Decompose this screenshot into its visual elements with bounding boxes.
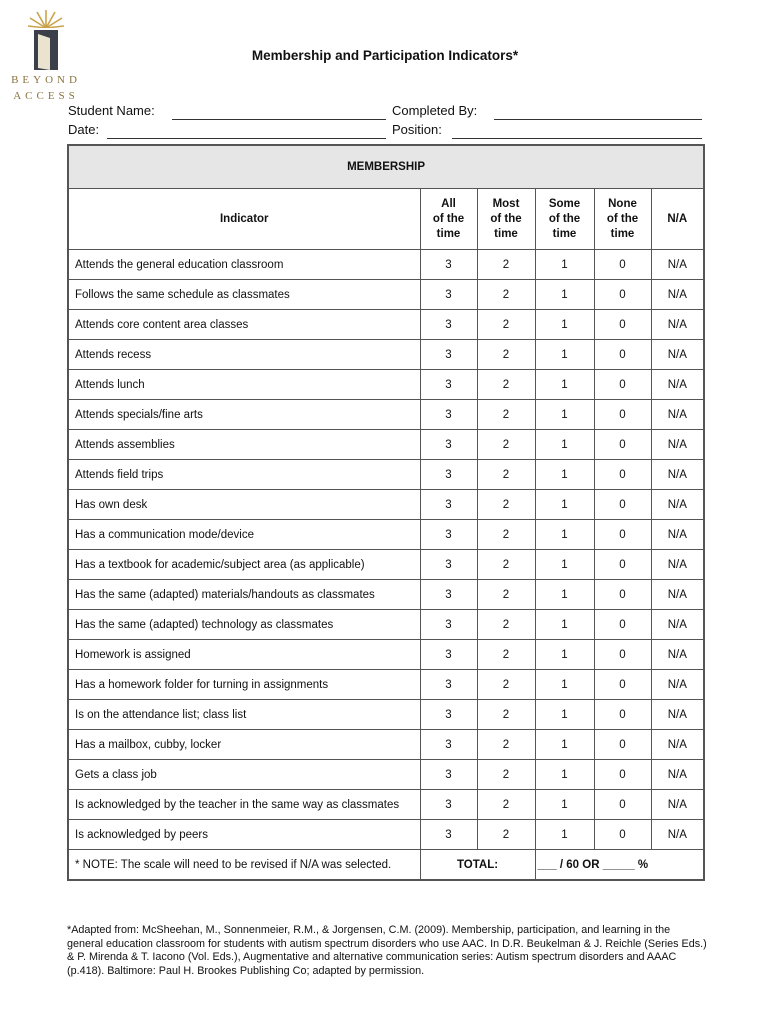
- score-option[interactable]: N/A: [651, 760, 704, 790]
- score-option[interactable]: 3: [420, 670, 477, 700]
- score-option[interactable]: 3: [420, 340, 477, 370]
- table-row: [68, 520, 704, 550]
- table-row: [68, 640, 704, 670]
- score-option[interactable]: 0: [594, 700, 651, 730]
- score-option[interactable]: N/A: [651, 670, 704, 700]
- all-of-the-time-header: All of the time: [420, 189, 477, 250]
- score-option[interactable]: N/A: [651, 640, 704, 670]
- indicator-label: Has own desk: [68, 490, 420, 520]
- position-label: Position:: [392, 122, 442, 137]
- score-option[interactable]: 2: [477, 790, 535, 820]
- position-field[interactable]: [452, 138, 702, 139]
- score-option[interactable]: 1: [535, 430, 594, 460]
- score-option[interactable]: 1: [535, 250, 594, 280]
- section-title: MEMBERSHIP: [68, 145, 704, 189]
- score-option[interactable]: 0: [594, 340, 651, 370]
- table-row: [68, 310, 704, 340]
- table-row: [68, 580, 704, 610]
- score-option[interactable]: N/A: [651, 580, 704, 610]
- score-option[interactable]: 3: [420, 730, 477, 760]
- student-name-label: Student Name:: [68, 103, 155, 118]
- score-option[interactable]: 1: [535, 490, 594, 520]
- score-option[interactable]: 0: [594, 430, 651, 460]
- score-option[interactable]: 0: [594, 640, 651, 670]
- score-option[interactable]: 2: [477, 700, 535, 730]
- indicator-label: Attends field trips: [68, 460, 420, 490]
- indicator-header: Indicator: [68, 189, 420, 250]
- score-option[interactable]: 2: [477, 340, 535, 370]
- table-row: [68, 400, 704, 430]
- table-row: [68, 490, 704, 520]
- logo-text-access: ACCESS: [13, 90, 79, 102]
- indicator-label: Has a textbook for academic/subject area (as applicable): [68, 550, 420, 580]
- score-option[interactable]: 1: [535, 400, 594, 430]
- score-option[interactable]: 2: [477, 280, 535, 310]
- score-option[interactable]: 1: [535, 760, 594, 790]
- score-option[interactable]: 3: [420, 790, 477, 820]
- score-option[interactable]: 0: [594, 250, 651, 280]
- score-option[interactable]: N/A: [651, 730, 704, 760]
- score-option[interactable]: N/A: [651, 820, 704, 850]
- indicator-label: Has a communication mode/device: [68, 520, 420, 550]
- scale-note: * NOTE: The scale will need to be revised if N/A was selected.: [68, 850, 420, 881]
- score-option[interactable]: 0: [594, 730, 651, 760]
- indicator-label: Has the same (adapted) technology as classmates: [68, 610, 420, 640]
- score-option[interactable]: 0: [594, 520, 651, 550]
- completed-by-field[interactable]: [494, 119, 702, 120]
- score-option[interactable]: 3: [420, 370, 477, 400]
- score-option[interactable]: 1: [535, 370, 594, 400]
- score-option[interactable]: 3: [420, 550, 477, 580]
- indicator-label: Follows the same schedule as classmates: [68, 280, 420, 310]
- indicator-label: Homework is assigned: [68, 640, 420, 670]
- table-row: [68, 670, 704, 700]
- score-option[interactable]: 1: [535, 730, 594, 760]
- score-option[interactable]: 0: [594, 550, 651, 580]
- score-option[interactable]: 2: [477, 730, 535, 760]
- table-row: [68, 760, 704, 790]
- table-row: [68, 370, 704, 400]
- score-option[interactable]: 3: [420, 610, 477, 640]
- score-option[interactable]: 0: [594, 310, 651, 340]
- table-row: [68, 730, 704, 760]
- score-option[interactable]: N/A: [651, 790, 704, 820]
- score-option[interactable]: 2: [477, 430, 535, 460]
- score-option[interactable]: 2: [477, 610, 535, 640]
- score-option[interactable]: 1: [535, 670, 594, 700]
- indicator-label: Attends specials/fine arts: [68, 400, 420, 430]
- completed-by-label: Completed By:: [392, 103, 478, 118]
- score-option[interactable]: 2: [477, 310, 535, 340]
- score-option[interactable]: 0: [594, 670, 651, 700]
- table-row: [68, 460, 704, 490]
- score-option[interactable]: N/A: [651, 340, 704, 370]
- score-option[interactable]: 3: [420, 460, 477, 490]
- score-option[interactable]: 1: [535, 700, 594, 730]
- table-row: [68, 280, 704, 310]
- table-row: [68, 550, 704, 580]
- table-row: [68, 790, 704, 820]
- score-option[interactable]: 2: [477, 460, 535, 490]
- score-option[interactable]: 3: [420, 490, 477, 520]
- score-option[interactable]: 1: [535, 820, 594, 850]
- score-option[interactable]: 2: [477, 550, 535, 580]
- indicator-label: Has a mailbox, cubby, locker: [68, 730, 420, 760]
- citation-footnote: *Adapted from: McSheehan, M., Sonnenmeier, R.M., & Jorgensen, C.M. (2009). Membership, participation, and learning in the general education classroom for students with autism spectrum disorders who use AAC. In D.R. Beukelman & J. Reichle (Series Eds.) & P. Mirenda & T. Iacono (Vol. Eds.), Augmentative and alternative communication series: Autism spectrum disorders and AAAC (p.418). Baltimore: Paul H. Brookes Publishing Co; adapted by permission.: [67, 924, 707, 977]
- indicator-label: Attends core content area classes: [68, 310, 420, 340]
- score-option[interactable]: N/A: [651, 610, 704, 640]
- score-option[interactable]: 0: [594, 610, 651, 640]
- indicator-label: Attends the general education classroom: [68, 250, 420, 280]
- score-option[interactable]: 2: [477, 670, 535, 700]
- score-option[interactable]: 3: [420, 580, 477, 610]
- score-option[interactable]: 0: [594, 580, 651, 610]
- score-option[interactable]: 1: [535, 790, 594, 820]
- table-row: [68, 820, 704, 850]
- some-of-the-time-header: Some of the time: [535, 189, 594, 250]
- score-option[interactable]: 0: [594, 820, 651, 850]
- indicator-label: Gets a class job: [68, 760, 420, 790]
- total-label: TOTAL:: [420, 850, 535, 881]
- score-option[interactable]: 2: [477, 250, 535, 280]
- score-option[interactable]: 2: [477, 580, 535, 610]
- score-option[interactable]: 2: [477, 490, 535, 520]
- student-name-field[interactable]: [172, 119, 386, 120]
- score-option[interactable]: 0: [594, 760, 651, 790]
- score-option[interactable]: 0: [594, 490, 651, 520]
- indicator-label: Is acknowledged by peers: [68, 820, 420, 850]
- score-option[interactable]: N/A: [651, 460, 704, 490]
- score-option[interactable]: N/A: [651, 490, 704, 520]
- score-option[interactable]: 3: [420, 520, 477, 550]
- score-option[interactable]: 2: [477, 400, 535, 430]
- score-option[interactable]: 3: [420, 430, 477, 460]
- table-row: [68, 250, 704, 280]
- indicator-label: Is acknowledged by the teacher in the same way as classmates: [68, 790, 420, 820]
- score-option[interactable]: 1: [535, 280, 594, 310]
- na-header: N/A: [651, 189, 704, 250]
- indicator-label: Attends lunch: [68, 370, 420, 400]
- score-option[interactable]: N/A: [651, 400, 704, 430]
- total-value[interactable]: ___ / 60 OR _____ %: [535, 850, 704, 881]
- score-option[interactable]: N/A: [651, 520, 704, 550]
- score-option[interactable]: 2: [477, 760, 535, 790]
- score-option[interactable]: 1: [535, 520, 594, 550]
- score-option[interactable]: 2: [477, 520, 535, 550]
- score-option[interactable]: N/A: [651, 550, 704, 580]
- indicator-label: Attends assemblies: [68, 430, 420, 460]
- score-option[interactable]: 1: [535, 460, 594, 490]
- score-option[interactable]: 1: [535, 340, 594, 370]
- table-row: [68, 700, 704, 730]
- score-option[interactable]: 3: [420, 310, 477, 340]
- indicator-label: Has a homework folder for turning in assignments: [68, 670, 420, 700]
- score-option[interactable]: 2: [477, 640, 535, 670]
- page-title: Membership and Participation Indicators*: [251, 48, 519, 63]
- score-option[interactable]: 1: [535, 640, 594, 670]
- score-option[interactable]: N/A: [651, 310, 704, 340]
- indicator-label: Is on the attendance list; class list: [68, 700, 420, 730]
- score-option[interactable]: 0: [594, 790, 651, 820]
- score-option[interactable]: N/A: [651, 280, 704, 310]
- score-option[interactable]: 2: [477, 370, 535, 400]
- score-option[interactable]: 3: [420, 700, 477, 730]
- score-option[interactable]: 0: [594, 370, 651, 400]
- table-row: [68, 610, 704, 640]
- logo-text-beyond: BEYOND: [11, 74, 81, 86]
- score-option[interactable]: 0: [594, 460, 651, 490]
- membership-table: [67, 144, 705, 881]
- score-option[interactable]: N/A: [651, 370, 704, 400]
- none-of-the-time-header: None of the time: [594, 189, 651, 250]
- most-of-the-time-header: Most of the time: [477, 189, 535, 250]
- score-option[interactable]: 1: [535, 310, 594, 340]
- date-field[interactable]: [107, 138, 386, 139]
- score-option[interactable]: 0: [594, 280, 651, 310]
- score-option[interactable]: 0: [594, 400, 651, 430]
- score-option[interactable]: 3: [420, 760, 477, 790]
- score-option[interactable]: 3: [420, 250, 477, 280]
- score-option[interactable]: N/A: [651, 700, 704, 730]
- score-option[interactable]: 1: [535, 580, 594, 610]
- score-option[interactable]: 3: [420, 280, 477, 310]
- table-row: [68, 430, 704, 460]
- score-option[interactable]: 1: [535, 550, 594, 580]
- score-option[interactable]: N/A: [651, 430, 704, 460]
- score-option[interactable]: 3: [420, 400, 477, 430]
- score-option[interactable]: 1: [535, 610, 594, 640]
- table-row: [68, 340, 704, 370]
- date-label: Date:: [68, 122, 100, 137]
- score-option[interactable]: 3: [420, 640, 477, 670]
- indicator-label: Attends recess: [68, 340, 420, 370]
- score-option[interactable]: N/A: [651, 250, 704, 280]
- score-option[interactable]: 2: [477, 820, 535, 850]
- indicator-label: Has the same (adapted) materials/handouts as classmates: [68, 580, 420, 610]
- score-option[interactable]: 3: [420, 820, 477, 850]
